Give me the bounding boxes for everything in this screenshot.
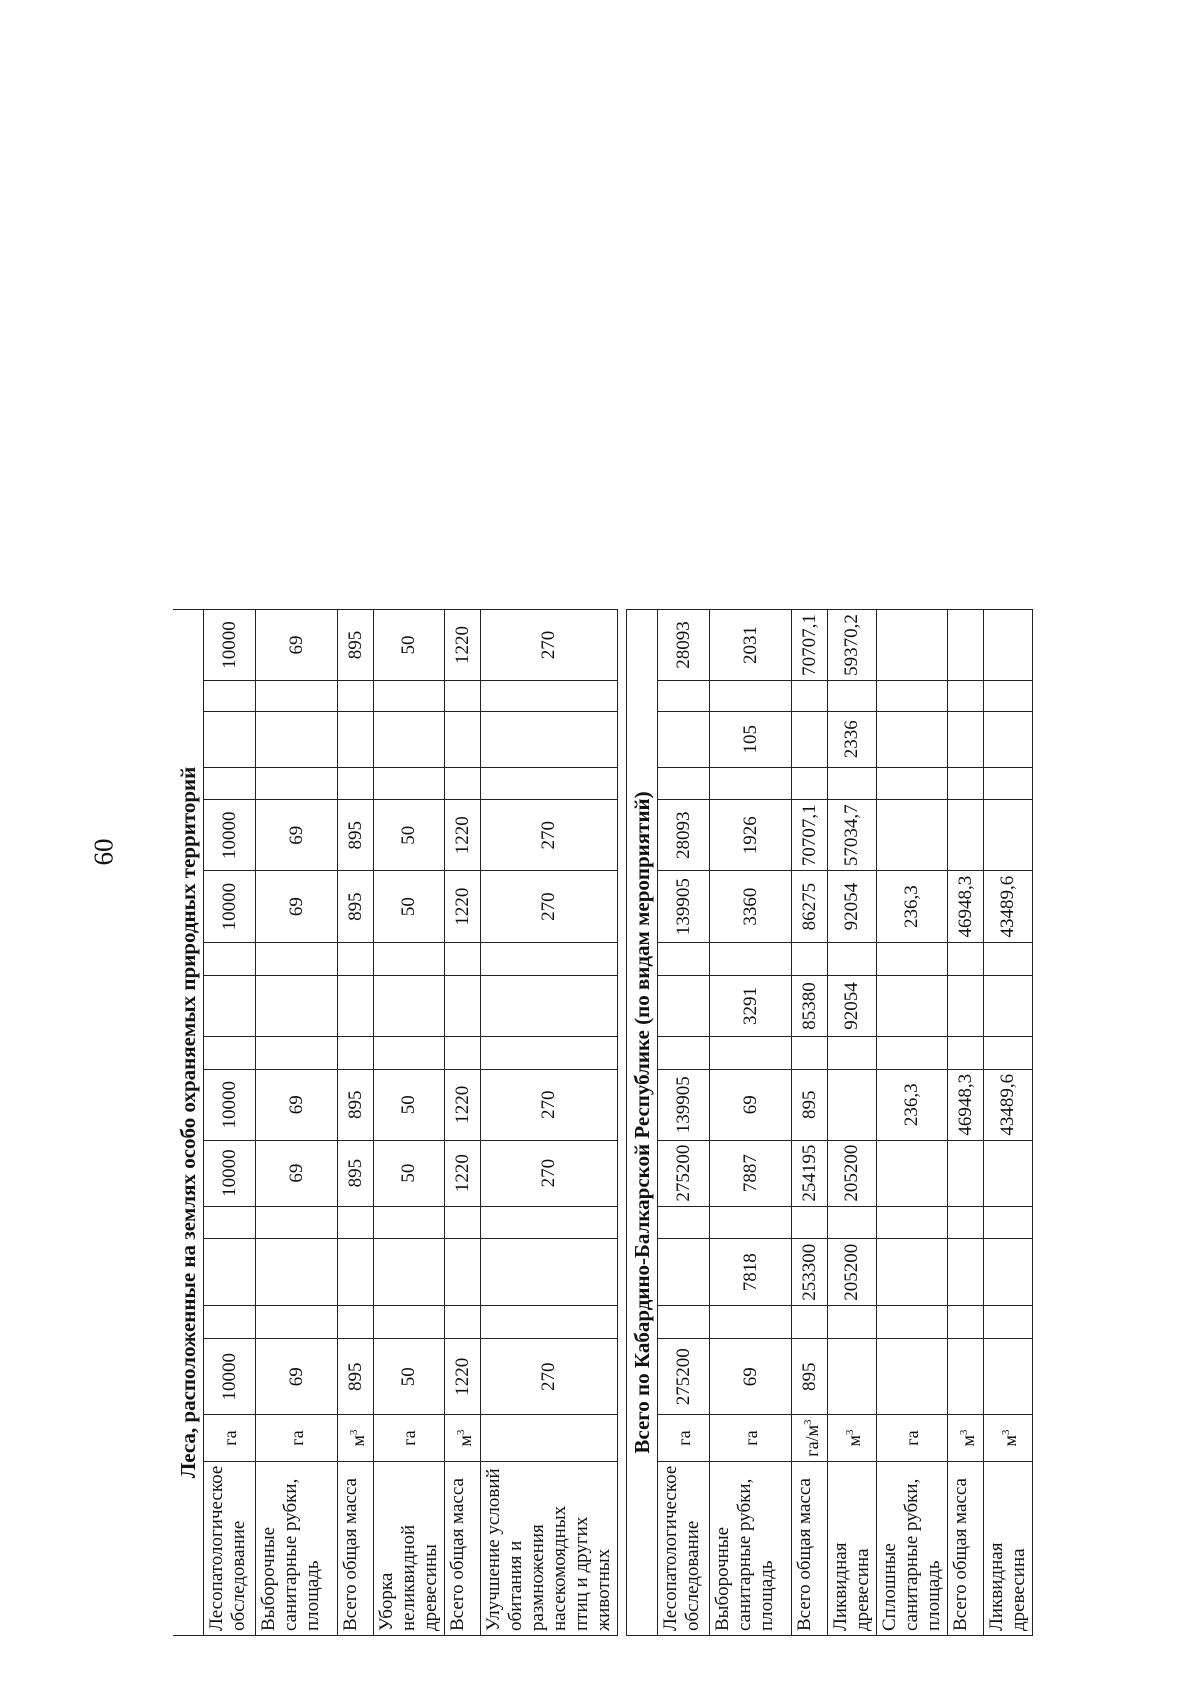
value-cell: 43489,6 (984, 1069, 1033, 1140)
value-cell: 92054 (828, 871, 877, 943)
value-cell (374, 1239, 445, 1306)
value-cell (481, 975, 618, 1036)
section-heading-row (627, 610, 658, 1636)
activity-name: Выборочные санитарные рубки, площадь (710, 1461, 792, 1635)
table-row (877, 610, 948, 1636)
activity-name: Ликвидная древесина (828, 1461, 877, 1635)
value-cell (445, 1306, 481, 1339)
value-cell: 275200 (658, 1140, 710, 1206)
value-cell: 270 (481, 871, 618, 943)
section-gap (618, 610, 627, 1636)
value-cell (984, 1306, 1033, 1339)
value-cell (658, 975, 710, 1036)
unit-cell: $м^3$ (828, 1415, 877, 1461)
value-cell (445, 767, 481, 800)
value-cell: 895 (338, 1069, 374, 1140)
value-cell (256, 1239, 338, 1306)
value-cell (256, 712, 338, 767)
value-cell (204, 1239, 256, 1306)
value-cell (948, 712, 984, 767)
value-cell: 59370,2 (828, 610, 877, 681)
value-cell: 69 (256, 610, 338, 681)
value-cell (948, 1037, 984, 1070)
value-cell (374, 767, 445, 800)
table-row (256, 610, 338, 1636)
value-cell (658, 1239, 710, 1306)
section-title: Леса, расположенные на землях особо охраняемых природных территорий (173, 610, 204, 1636)
value-cell (204, 975, 256, 1036)
value-cell (877, 1206, 948, 1239)
unit-cell: га (658, 1415, 710, 1461)
value-cell: 895 (338, 610, 374, 681)
table-row (445, 610, 481, 1636)
value-cell (481, 1306, 618, 1339)
unit-cell: га (256, 1415, 338, 1461)
table-row (792, 610, 828, 1636)
value-cell (948, 1206, 984, 1239)
table-row (710, 610, 792, 1636)
value-cell (828, 1338, 877, 1414)
value-cell (658, 943, 710, 976)
value-cell: 50 (374, 1140, 445, 1206)
value-cell (948, 610, 984, 681)
value-cell: 50 (374, 871, 445, 943)
value-cell (204, 712, 256, 767)
value-cell (445, 943, 481, 976)
value-cell (338, 943, 374, 976)
value-cell: 43489,6 (984, 871, 1033, 943)
value-cell (658, 1206, 710, 1239)
unit-cell (481, 1415, 618, 1461)
value-cell: 92054 (828, 975, 877, 1036)
activity-name: Выборочные санитарные рубки, площадь (256, 1461, 338, 1635)
value-cell (710, 767, 792, 800)
unit-cell: га (374, 1415, 445, 1461)
value-cell (984, 712, 1033, 767)
value-cell: 69 (256, 1140, 338, 1206)
value-cell: 895 (338, 871, 374, 943)
value-cell (948, 1140, 984, 1206)
value-cell: 1220 (445, 800, 481, 871)
value-cell: 1220 (445, 871, 481, 943)
value-cell: 895 (338, 800, 374, 871)
unit-cell: $м^3$ (948, 1415, 984, 1461)
value-cell: 2031 (710, 610, 792, 681)
value-cell (445, 1206, 481, 1239)
value-cell (338, 1306, 374, 1339)
value-cell: 139905 (658, 871, 710, 943)
value-cell (256, 1306, 338, 1339)
value-cell (984, 1239, 1033, 1306)
value-cell (948, 943, 984, 976)
value-cell (877, 1140, 948, 1206)
value-cell (658, 767, 710, 800)
value-cell (481, 943, 618, 976)
value-cell (792, 1037, 828, 1070)
value-cell (877, 975, 948, 1036)
value-cell (984, 800, 1033, 871)
value-cell: 69 (256, 1338, 338, 1414)
value-cell (658, 1306, 710, 1339)
value-cell (948, 767, 984, 800)
table-row (374, 610, 445, 1636)
value-cell (984, 1037, 1033, 1070)
value-cell: 10000 (204, 800, 256, 871)
value-cell (877, 800, 948, 871)
value-cell (204, 1037, 256, 1070)
activity-name: Всего общая масса (792, 1461, 828, 1635)
value-cell (948, 800, 984, 871)
value-cell (828, 1069, 877, 1140)
unit-cell: га (710, 1415, 792, 1461)
value-cell (792, 767, 828, 800)
activity-name: Всего общая масса (445, 1461, 481, 1635)
value-cell: 50 (374, 800, 445, 871)
value-cell: 253300 (792, 1239, 828, 1306)
value-cell: 1220 (445, 1140, 481, 1206)
activity-name: Улучшение условий обитания и размножения насекомоядных птиц и других животных (481, 1461, 618, 1635)
value-cell: 105 (710, 712, 792, 767)
value-cell: 270 (481, 1338, 618, 1414)
activity-name: Всего общая масса (948, 1461, 984, 1635)
value-cell (877, 680, 948, 711)
value-cell: 270 (481, 1140, 618, 1206)
value-cell (984, 943, 1033, 976)
value-cell: 3291 (710, 975, 792, 1036)
value-cell (374, 1206, 445, 1239)
value-cell: 270 (481, 800, 618, 871)
value-cell (374, 943, 445, 976)
value-cell (374, 712, 445, 767)
value-cell: 236,3 (877, 871, 948, 943)
value-cell: 86275 (792, 871, 828, 943)
value-cell: 10000 (204, 1069, 256, 1140)
value-cell: 895 (338, 1338, 374, 1414)
value-cell: 1220 (445, 1338, 481, 1414)
value-cell (984, 680, 1033, 711)
section-heading-row (173, 610, 204, 1636)
value-cell (445, 680, 481, 711)
activity-name: Всего общая масса (338, 1461, 374, 1635)
value-cell: 69 (256, 800, 338, 871)
table-row (948, 610, 984, 1636)
activity-name: Ликвидная древесина (984, 1461, 1033, 1635)
value-cell: 895 (338, 1140, 374, 1206)
value-cell (204, 767, 256, 800)
value-cell (877, 1037, 948, 1070)
rotated-table-container (173, 609, 1033, 1636)
unit-cell: $м^3$ (445, 1415, 481, 1461)
value-cell: 270 (481, 610, 618, 681)
table-row (828, 610, 877, 1636)
value-cell (445, 975, 481, 1036)
value-cell (374, 680, 445, 711)
value-cell (445, 1239, 481, 1306)
value-cell (338, 1239, 374, 1306)
value-cell (256, 767, 338, 800)
value-cell (984, 1338, 1033, 1414)
value-cell: 3360 (710, 871, 792, 943)
value-cell (374, 1037, 445, 1070)
value-cell (710, 943, 792, 976)
value-cell: 10000 (204, 1338, 256, 1414)
value-cell (481, 680, 618, 711)
value-cell (877, 1338, 948, 1414)
value-cell: 50 (374, 1069, 445, 1140)
value-cell: 70707,1 (792, 800, 828, 871)
value-cell: 57034,7 (828, 800, 877, 871)
value-cell (877, 1306, 948, 1339)
value-cell (338, 975, 374, 1036)
page-number: 60 (88, 838, 119, 866)
activities-table (173, 609, 1033, 1636)
value-cell (481, 1206, 618, 1239)
value-cell: 205200 (828, 1140, 877, 1206)
value-cell (792, 680, 828, 711)
value-cell: 7887 (710, 1140, 792, 1206)
value-cell (877, 1239, 948, 1306)
value-cell (338, 680, 374, 711)
value-cell: 1220 (445, 610, 481, 681)
value-cell: 895 (792, 1069, 828, 1140)
value-cell: 69 (256, 1069, 338, 1140)
table-row (481, 610, 618, 1636)
value-cell (481, 1239, 618, 1306)
value-cell (710, 1206, 792, 1239)
value-cell: 69 (710, 1338, 792, 1414)
table-row (204, 610, 256, 1636)
value-cell (481, 1037, 618, 1070)
value-cell: 236,3 (877, 1069, 948, 1140)
value-cell (658, 712, 710, 767)
value-cell: 275200 (658, 1338, 710, 1414)
value-cell (877, 943, 948, 976)
value-cell: 85380 (792, 975, 828, 1036)
value-cell: 270 (481, 1069, 618, 1140)
value-cell: 254195 (792, 1140, 828, 1206)
value-cell (984, 1140, 1033, 1206)
value-cell (828, 767, 877, 800)
value-cell (710, 1306, 792, 1339)
value-cell (338, 712, 374, 767)
value-cell (828, 680, 877, 711)
value-cell (828, 1037, 877, 1070)
value-cell (658, 680, 710, 711)
value-cell (374, 975, 445, 1036)
value-cell (948, 975, 984, 1036)
value-cell (338, 1206, 374, 1239)
value-cell: 69 (256, 871, 338, 943)
value-cell (338, 767, 374, 800)
value-cell (256, 1037, 338, 1070)
value-cell (256, 975, 338, 1036)
value-cell (792, 1306, 828, 1339)
value-cell (828, 1306, 877, 1339)
value-cell (445, 1037, 481, 1070)
activity-name: Лесопатологическое обследование (204, 1461, 256, 1635)
value-cell (481, 712, 618, 767)
value-cell (256, 680, 338, 711)
value-cell: 10000 (204, 610, 256, 681)
value-cell (204, 943, 256, 976)
value-cell: 205200 (828, 1239, 877, 1306)
value-cell: 139905 (658, 1069, 710, 1140)
value-cell (948, 680, 984, 711)
value-cell (828, 1206, 877, 1239)
activity-name: Лесопатологическое обследование (658, 1461, 710, 1635)
activity-name: Уборка неликвидной древесины (374, 1461, 445, 1635)
value-cell (445, 712, 481, 767)
value-cell: 46948,3 (948, 1069, 984, 1140)
value-cell (792, 943, 828, 976)
value-cell (948, 1338, 984, 1414)
value-cell (792, 1206, 828, 1239)
value-cell (948, 1306, 984, 1339)
value-cell (710, 1037, 792, 1070)
value-cell: 28093 (658, 800, 710, 871)
value-cell (204, 680, 256, 711)
value-cell (256, 943, 338, 976)
section-title: Всего по Кабардино-Балкарской Республике (по видам мероприятий) (627, 610, 658, 1636)
value-cell: 895 (792, 1338, 828, 1414)
value-cell: 2336 (828, 712, 877, 767)
value-cell: 50 (374, 1338, 445, 1414)
value-cell: 1926 (710, 800, 792, 871)
value-cell (658, 1037, 710, 1070)
value-cell (374, 1306, 445, 1339)
value-cell (877, 610, 948, 681)
value-cell: 10000 (204, 871, 256, 943)
value-cell (338, 1037, 374, 1070)
value-cell (877, 712, 948, 767)
value-cell (948, 1239, 984, 1306)
unit-cell: га (877, 1415, 948, 1461)
activity-name: Сплошные санитарные рубки, площадь (877, 1461, 948, 1635)
value-cell (204, 1206, 256, 1239)
value-cell (984, 767, 1033, 800)
value-cell (256, 1206, 338, 1239)
value-cell (828, 943, 877, 976)
value-cell (984, 1206, 1033, 1239)
value-cell: 46948,3 (948, 871, 984, 943)
value-cell (204, 1306, 256, 1339)
table-row (338, 610, 374, 1636)
value-cell: 69 (710, 1069, 792, 1140)
unit-cell: га (204, 1415, 256, 1461)
value-cell (984, 610, 1033, 681)
value-cell (710, 680, 792, 711)
value-cell (792, 712, 828, 767)
table-row (984, 610, 1033, 1636)
unit-cell: $м^3$ (338, 1415, 374, 1461)
value-cell (481, 767, 618, 800)
unit-cell: $м^3$ (984, 1415, 1033, 1461)
unit-cell: $га/м^3$ (792, 1415, 828, 1461)
value-cell (984, 975, 1033, 1036)
value-cell: 1220 (445, 1069, 481, 1140)
value-cell: 28093 (658, 610, 710, 681)
table-row (658, 610, 710, 1636)
value-cell: 7818 (710, 1239, 792, 1306)
value-cell: 10000 (204, 1140, 256, 1206)
value-cell: 50 (374, 610, 445, 681)
value-cell (877, 767, 948, 800)
value-cell: 70707,1 (792, 610, 828, 681)
